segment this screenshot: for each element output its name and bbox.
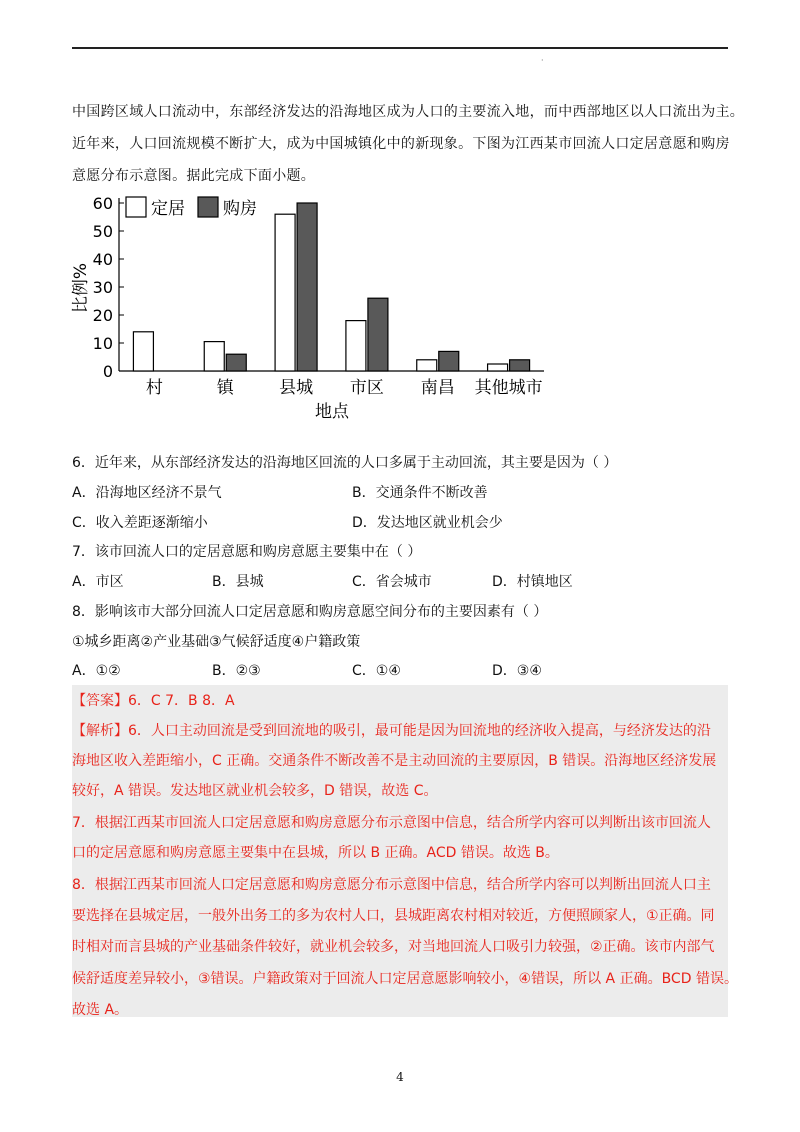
legend-label-house: 购房 — [223, 199, 257, 219]
bar-settle — [275, 214, 295, 371]
analysis-line: 故选 A。 — [72, 1002, 129, 1018]
analysis-line: 海地区收入差距缩小，C 正确。交通条件不断改善不是主动回流的主要原因，B 错误。沿海地区经济发展 — [72, 753, 717, 769]
q7-stem: 7．该市回流人口的定居意愿和购房意愿主要集中在（ ） — [72, 544, 422, 560]
bar-settle — [204, 342, 224, 371]
q6-option-c[interactable]: C．收入差距逐渐缩小 — [72, 515, 208, 531]
x-axis-label: 地点 — [315, 402, 349, 422]
x-tick-label: 县城 — [279, 378, 314, 398]
top-rule — [72, 47, 728, 49]
y-axis-label: 比例% — [71, 262, 91, 314]
bar-house — [368, 298, 388, 371]
q8-options-line: ①城乡距离②产业基础③气候舒适度④户籍政策 — [72, 634, 361, 650]
x-tick-label: 南昌 — [420, 378, 455, 398]
y-tick-label: 0 — [102, 362, 113, 381]
analysis-line: 时相对而言县城的产业基础条件较好，就业机会较多，对当地回流人口吸引力较强，②正确。该市内部气 — [72, 939, 715, 955]
legend-swatch-house — [198, 197, 218, 217]
q8-option-a[interactable]: A．①② — [72, 663, 121, 679]
x-tick-label: 市区 — [349, 378, 384, 398]
analysis-line: 8．根据江西某市回流人口定居意愿和购房意愿分布示意图中信息，结合所学内容可以判断出回流人口主 — [72, 877, 711, 893]
q7-option-d[interactable]: D．村镇地区 — [492, 574, 573, 590]
page-number: 4 — [396, 1070, 404, 1084]
legend-label-settle: 定居 — [151, 199, 185, 219]
legend-swatch-settle — [126, 197, 146, 217]
bar-chart — [64, 188, 564, 422]
y-tick-label: 40 — [92, 250, 113, 269]
q8-option-d[interactable]: D．③④ — [492, 663, 542, 679]
x-tick-label: 村 — [145, 378, 163, 398]
q8-stem: 8．影响该市大部分回流人口定居意愿和购房意愿空间分布的主要因素有（ ） — [72, 604, 548, 620]
x-tick-label: 镇 — [216, 378, 234, 398]
answer-line: 【答案】6．C 7．B 8．A — [72, 693, 235, 709]
q8-option-c[interactable]: C．①④ — [352, 663, 401, 679]
intro-line: 中国跨区域人口流动中，东部经济发达的沿海地区成为人口的主要流入地，而中西部地区以人口流出为主。 — [72, 104, 745, 120]
analysis-line: 要选择在县城定居，一般外出务工的多为农村人口，县城距离农村相对较近，方便照顾家人，①正确。同 — [72, 908, 715, 924]
intro-line: 意愿分布示意图。据此完成下面小题。 — [72, 168, 316, 184]
y-tick-label: 50 — [92, 222, 113, 241]
y-tick-label: 30 — [92, 278, 113, 297]
x-tick-label: 其他城市 — [474, 378, 543, 398]
q6-stem: 6．近年来，从东部经济发达的沿海地区回流的人口多属于主动回流，其主要是因为（ ） — [72, 455, 618, 471]
intro-line: 近年来，人口回流规模不断扩大，成为中国城镇化中的新现象。下图为江西某市回流人口定居意愿和购房 — [72, 136, 730, 152]
bar-house — [510, 360, 530, 371]
analysis-line: 7．根据江西某市回流人口定居意愿和购房意愿分布示意图中信息，结合所学内容可以判断出该市回流人 — [72, 815, 711, 831]
bar-house — [439, 351, 459, 371]
intro-paragraph — [72, 96, 745, 192]
q6-option-b[interactable]: B．交通条件不断改善 — [352, 485, 488, 501]
bar-settle — [133, 332, 153, 371]
q8-option-b[interactable]: B．②③ — [212, 663, 261, 679]
q7-option-c[interactable]: C．省会城市 — [352, 574, 432, 590]
bar-settle — [346, 321, 366, 371]
q7-option-a[interactable]: A．市区 — [72, 574, 124, 590]
q7-option-b[interactable]: B．县城 — [212, 574, 264, 590]
page-mark: · — [541, 56, 544, 65]
analysis-line: 【解析】6．人口主动回流是受到回流地的吸引，最可能是因为回流地的经济收入提高，与经济发达的沿 — [72, 723, 711, 739]
bar-house — [226, 354, 246, 371]
y-tick-label: 60 — [92, 194, 113, 213]
bar-settle — [488, 364, 508, 371]
bar-house — [297, 203, 317, 371]
q6-option-a[interactable]: A．沿海地区经济不景气 — [72, 485, 222, 501]
analysis-line: 较好，A 错误。发达地区就业机会较多，D 错误，故选 C。 — [72, 783, 438, 799]
bar-settle — [417, 360, 437, 371]
y-tick-label: 10 — [92, 334, 113, 353]
y-tick-label: 20 — [92, 306, 113, 325]
analysis-line: 候舒适度差异较小，③错误。户籍政策对于回流人口定居意愿影响较小，④错误，所以 A 正确。BCD 错误。 — [72, 971, 738, 987]
q6-option-d[interactable]: D．发达地区就业机会少 — [352, 515, 503, 531]
analysis-line: 口的定居意愿和购房意愿主要集中在县城，所以 B 正确。ACD 错误。故选 B。 — [72, 845, 559, 861]
